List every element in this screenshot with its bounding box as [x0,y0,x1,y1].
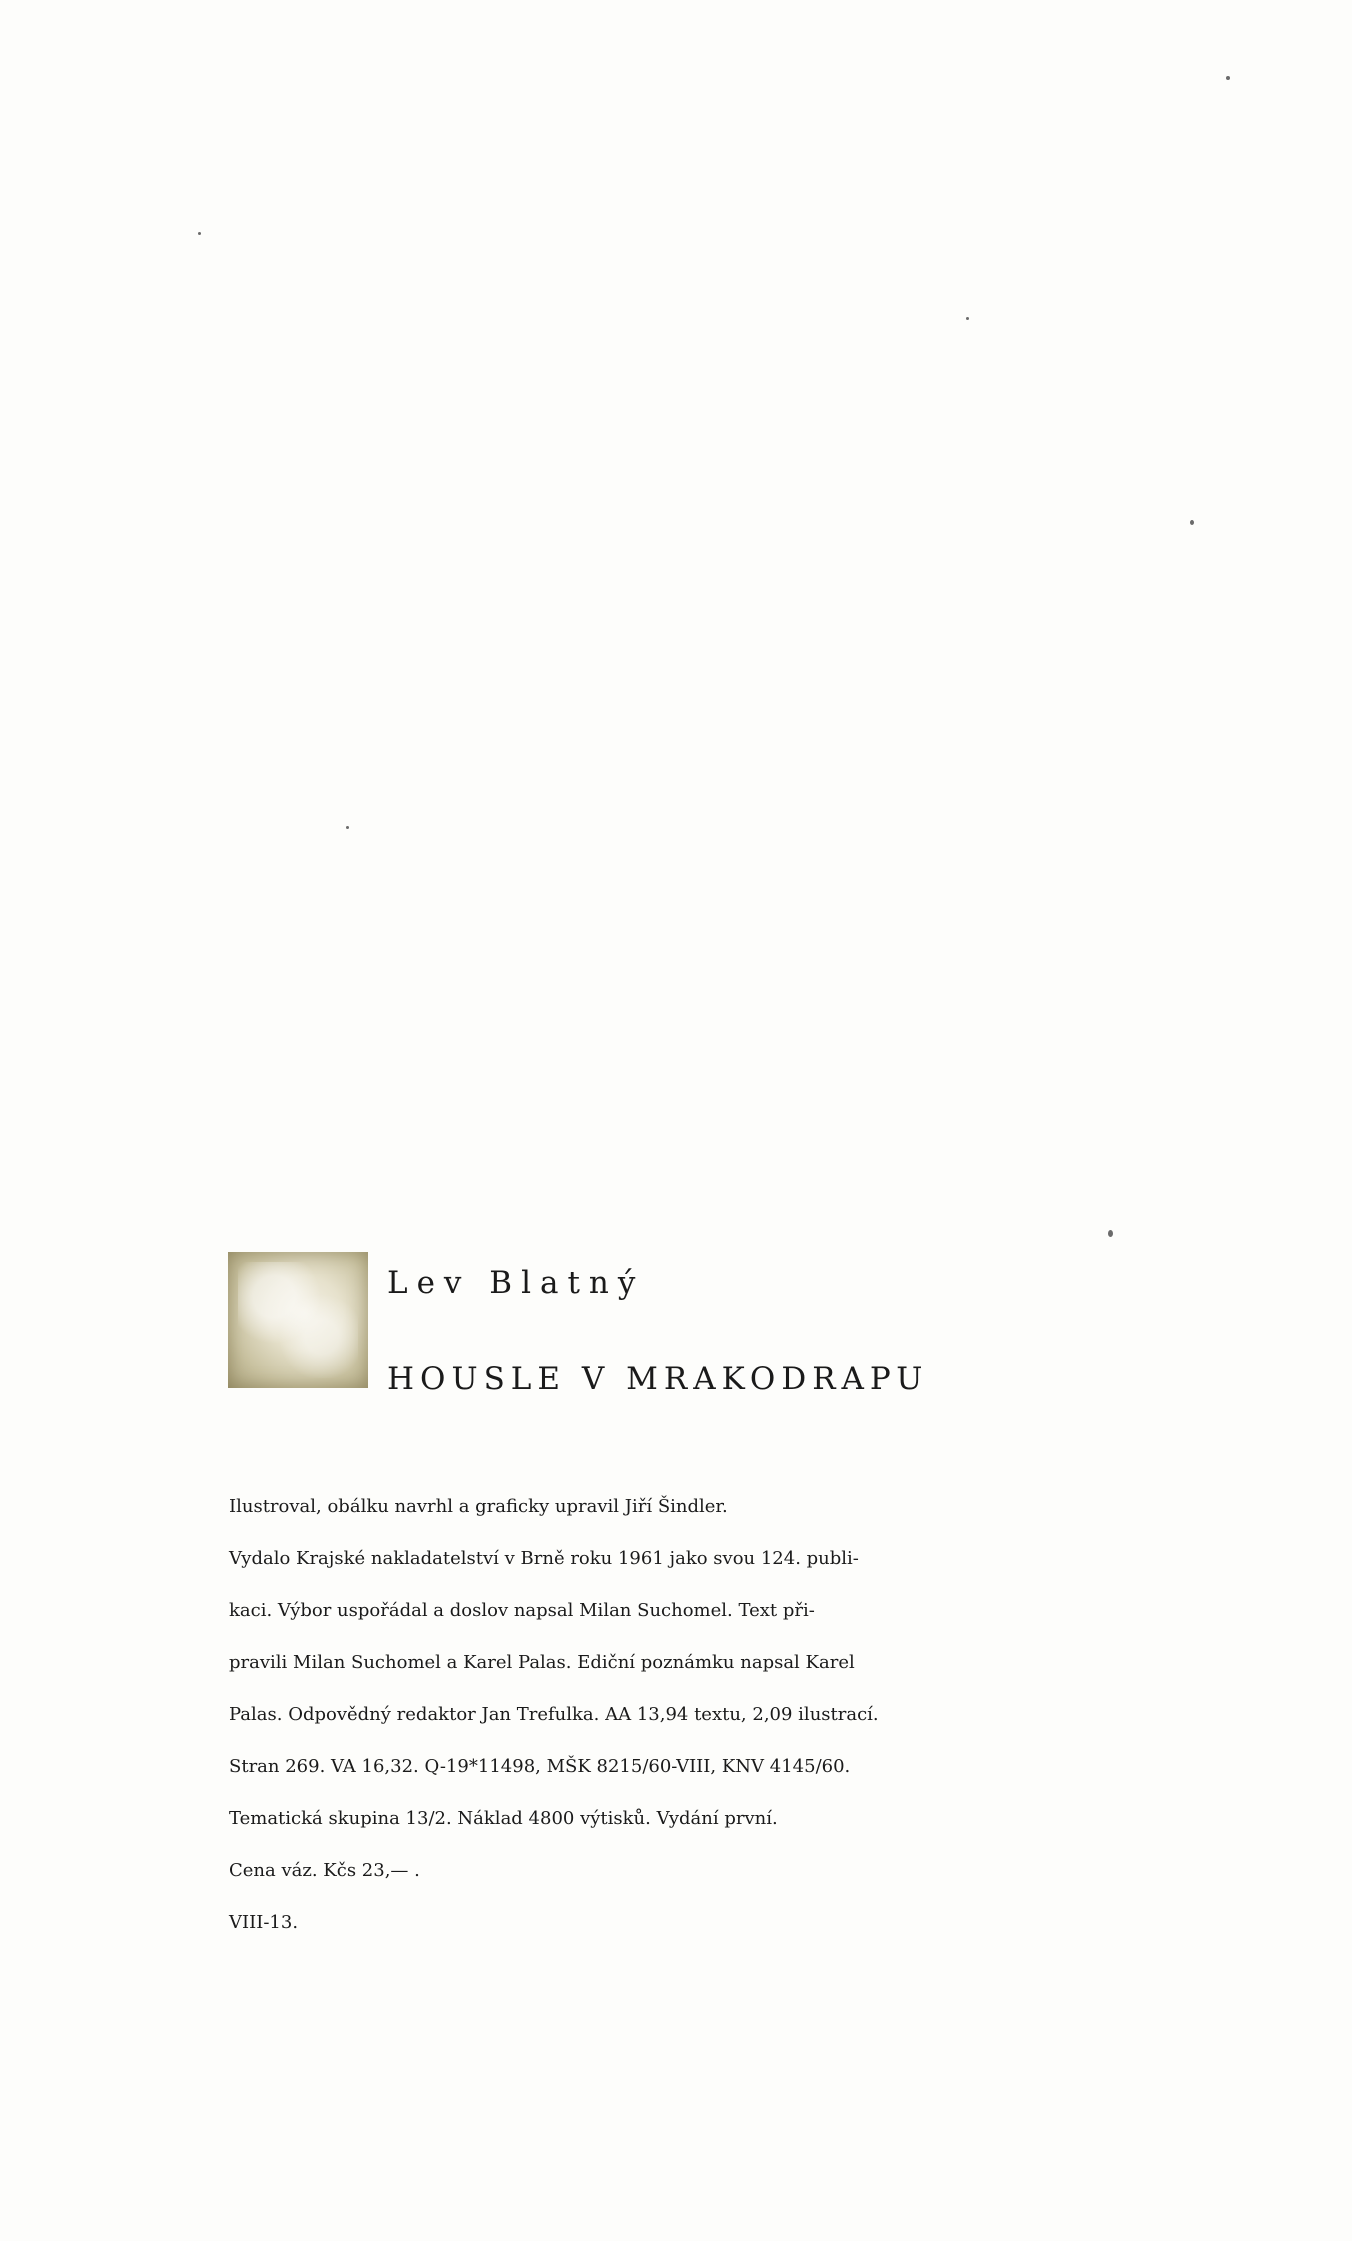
colophon-line: Ilustroval, obálku navrhl a graficky upravil Jiří Šindler. [229,1496,728,1517]
scan-speck [1226,76,1230,80]
colophon-line: kaci. Výbor uspořádal a doslov napsal Milan Suchomel. Text při- [229,1600,815,1621]
scan-speck [346,826,349,829]
colophon-line: Tematická skupina 13/2. Náklad 4800 výtisků. Vydání první. [229,1808,778,1829]
colophon-line: Vydalo Krajské nakladatelství v Brně roku 1961 jako svou 124. publi- [229,1548,859,1569]
vignette-ornament [228,1252,368,1388]
book-author: Lev Blatný [387,1265,645,1301]
book-title: HOUSLE V MRAKODRAPU [387,1361,929,1397]
scan-speck [1190,520,1194,525]
scan-speck [198,232,201,235]
colophon-line: Palas. Odpovědný redaktor Jan Trefulka. AA 13,94 textu, 2,09 ilustrací. [229,1704,879,1725]
colophon-line: Cena váz. Kčs 23,— . [229,1860,420,1881]
scan-speck [1108,1230,1113,1237]
colophon-text [229,1481,1349,1949]
colophon-line: Stran 269. VA 16,32. Q-19*11498, MŠK 8215/60-VIII, KNV 4145/60. [229,1756,851,1777]
colophon-code: VIII-13. [229,1912,299,1933]
scan-speck [966,317,969,320]
colophon-line: pravili Milan Suchomel a Karel Palas. Ediční poznámku napsal Karel [229,1652,855,1673]
